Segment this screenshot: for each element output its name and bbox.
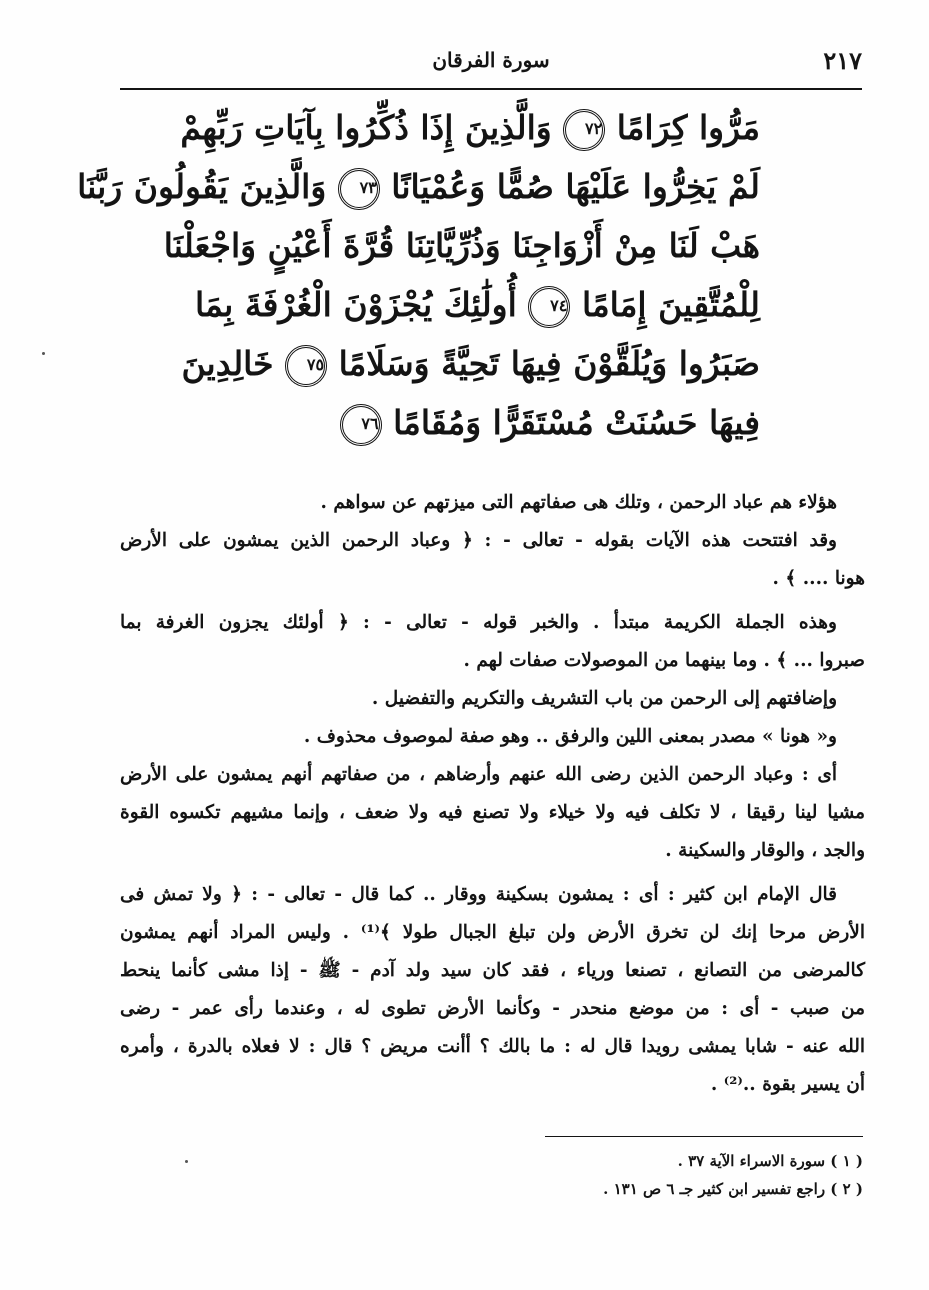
verse-line — [77, 157, 760, 216]
commentary-line: الأرض مرحا إنك لن تخرق الأرض ولن تبلغ الجبال طولا ﴾⁽¹⁾ . وليس المراد أنهم يمشون — [120, 922, 866, 943]
verse-text: أُولَٰئِكَ يُجْزَوْنَ الْغُرْفَةَ بِمَا — [195, 285, 517, 324]
quran-verses-block — [77, 98, 760, 452]
verse-line — [195, 393, 760, 452]
commentary-line: من صبب - أى : من موضع منحدر - وكأنما الأرض تطوى له ، وعندما رأى عمر - رضى — [120, 998, 865, 1019]
commentary-line: وهذه الجملة الكريمة مبتدأ . والخبر قوله - تعالى - : ﴿ أولئك يجزون الغرفة بما — [120, 612, 837, 633]
ayah-marker: ٧٣ — [338, 168, 380, 210]
commentary-line: مشيا لينا رقيقا ، لا تكلف فيه ولا خيلاء ولا تصنع فيه ولا ضعف ، وإنما مشيهم تكسوه القوة — [120, 802, 865, 823]
commentary-line: وإضافتهم إلى الرحمن من باب التشريف والتكريم والتفضيل . — [371, 688, 837, 709]
page-header — [120, 40, 862, 88]
commentary-line: قال الإمام ابن كثير : أى : يمشون بسكينة ووقار .. كما قال - تعالى - : ﴿ ولا تمش فى — [120, 884, 837, 905]
ayah-marker: ٧٦ — [340, 404, 382, 446]
ayah-marker: ٧٢ — [563, 109, 605, 151]
verse-text: وَالَّذِينَ يَقُولُونَ رَبَّنَا — [77, 167, 327, 206]
commentary-line: هؤلاء هم عباد الرحمن ، وتلك هى صفاتهم التى ميزتهم عن سواهم . — [320, 492, 837, 513]
verse-text: لِلْمُتَّقِينَ إِمَامًا — [581, 285, 760, 324]
commentary-line: أى : وعباد الرحمن الذين رضى الله عنهم وأرضاهم ، من صفاتهم أنهم يمشون على الأرض — [120, 764, 837, 785]
verse-text: صَبَرُوا وَيُلَقَّوْنَ فِيهَا تَحِيَّةً وَسَلَامًا — [338, 344, 760, 383]
commentary-line: وقد افتتحت هذه الآيات بقوله - تعالى - : ﴿ وعباد الرحمن الذين يمشون على الأرض — [120, 530, 837, 551]
commentary-text — [120, 484, 865, 1104]
commentary-line: والجد ، والوقار والسكينة . — [665, 840, 865, 861]
commentary-line: كالمرضى من التصانع ، تصنعا ورياء ، فقد كان سيد ولد آدم - ﷺ - إذا مشى كأنما ينحط — [120, 960, 865, 981]
verse-text: مَرُّوا كِرَامًا — [616, 108, 760, 147]
ayah-marker: ٧٥ — [285, 345, 327, 387]
verse-line — [195, 275, 760, 334]
verse-line — [180, 98, 760, 157]
commentary-line: هونا .... ﴾ . — [772, 568, 865, 589]
commentary-line: صبروا ... ﴾ . وما بينهما من الموصولات صفات لهم . — [463, 650, 865, 671]
verse-text: هَبْ لَنَا مِنْ أَزْوَاجِنَا وَذُرِّيَّاتِنَا قُرَّةَ أَعْيُنٍ وَاجْعَلْنَا — [163, 226, 760, 265]
verse-line — [181, 334, 760, 393]
footnotes — [450, 1147, 863, 1203]
commentary-line: و« هونا » مصدر بمعنى اللين والرفق .. وهو صفة لموصوف محذوف . — [303, 726, 837, 747]
running-title: سورة الفرقان — [432, 48, 550, 72]
scan-speck — [185, 1160, 188, 1163]
verse-text: خَالِدِينَ — [181, 344, 274, 383]
page-number: ٢١٧ — [823, 46, 862, 75]
verse-text: وَالَّذِينَ إِذَا ذُكِّرُوا بِآيَاتِ رَبِّهِمْ — [180, 108, 552, 147]
verse-text: فِيهَا حَسُنَتْ مُسْتَقَرًّا وَمُقَامًا — [393, 403, 760, 442]
footnote: ( ١ ) سورة الاسراء الآية ٣٧ . — [677, 1152, 863, 1170]
ayah-marker: ٧٤ — [528, 286, 570, 328]
verse-text: لَمْ يَخِرُّوا عَلَيْهَا صُمًّا وَعُمْيَانًا — [391, 167, 760, 206]
footnote-rule — [545, 1136, 863, 1137]
footnote: ( ٢ ) راجع تفسير ابن كثير جـ ٦ ص ١٣١ . — [603, 1180, 863, 1198]
scan-speck — [42, 352, 45, 355]
commentary-line: أن يسير بقوة ..⁽²⁾ . — [710, 1074, 865, 1095]
verse-line — [163, 216, 760, 275]
header-rule — [120, 88, 862, 90]
commentary-line: الله عنه - شابا يمشى رويدا قال له : ما بالك ؟ أأنت مريض ؟ قال : لا فعلاه بالدرة ، وأمره — [120, 1036, 865, 1057]
